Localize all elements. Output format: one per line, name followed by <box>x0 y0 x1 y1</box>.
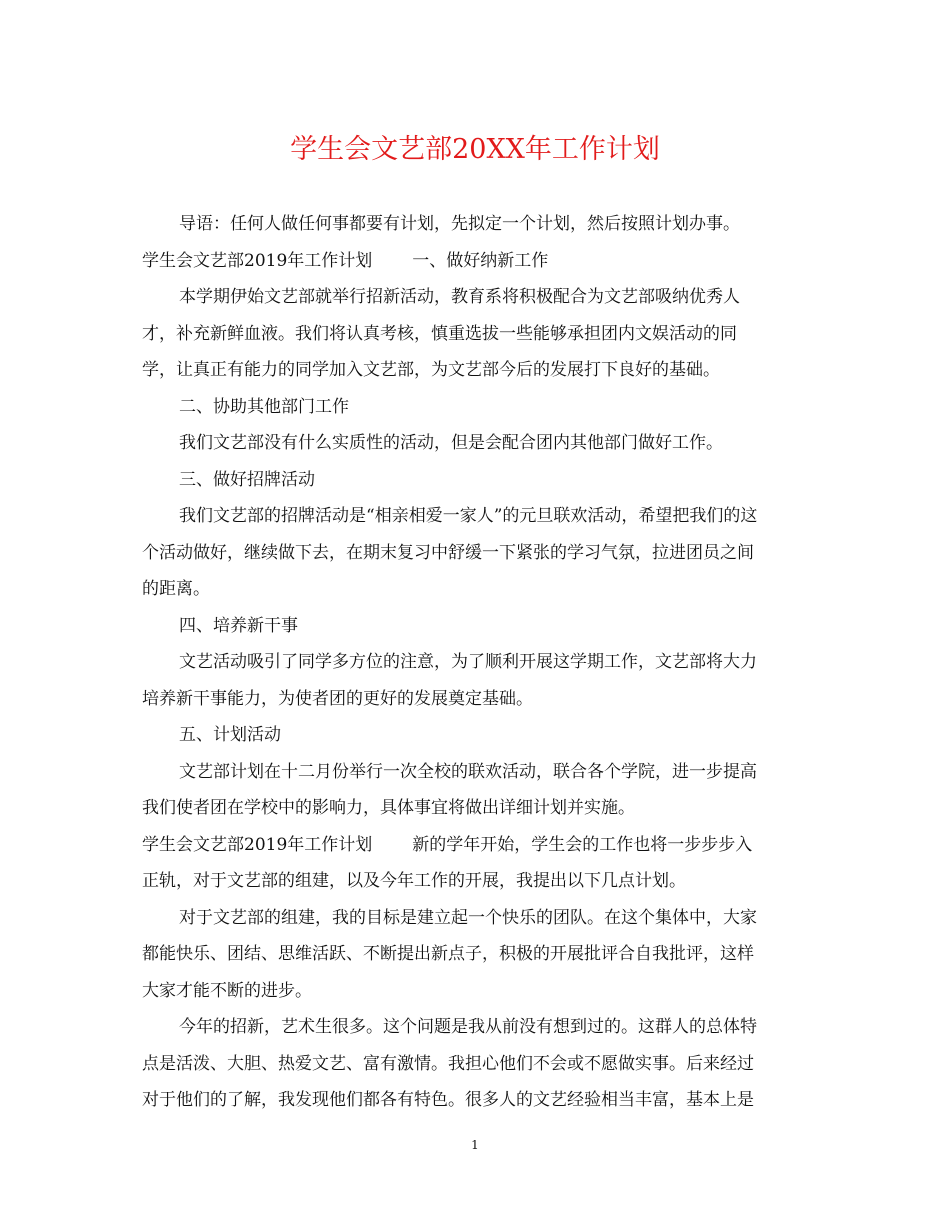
section-heading: 五、计划活动 <box>179 725 281 745</box>
paragraph-line: 培养新干事能力，为使者团的更好的发展奠定基础。 <box>142 688 533 709</box>
section-heading-inline: 一、做好纳新工作 <box>412 250 549 271</box>
paragraph-line: 对于他们的了解，我发现他们都各有特色。很多人的文艺经验相当丰富，基本上是 <box>142 1090 754 1110</box>
paragraph-line <box>142 243 810 280</box>
section-heading: 二、协助其他部门工作 <box>179 396 349 417</box>
paragraph-line: 学，让真正有能力的同学加入文艺部，为文艺部今后的发展打下良好的基础。 <box>142 360 720 380</box>
paragraph-line: 我们使者团在学校中的影响力，具体事宜将做出详细计划并实施。 <box>142 798 635 818</box>
paragraph-line: 个活动做好，继续做下去，在期末复习中舒缓一下紧张的学习气氛，拉进团员之间 <box>142 542 754 563</box>
paragraph-line <box>142 827 810 864</box>
plan-title-inline: 学生会文艺部2019年工作计划 <box>142 250 373 271</box>
paragraph-line: 我们文艺部没有什么实质性的活动，但是会配合团内其他部门做好工作。 <box>179 433 723 453</box>
paragraph-line: 导语：任何人做任何事都要有计划，先拟定一个计划，然后按照计划办事。 <box>179 214 740 234</box>
paragraph-line: 今年的招新，艺术生很多。这个问题是我从前没有想到过的。这群人的总体特 <box>179 1017 757 1037</box>
paragraph-line: 都能快乐、团结、思维活跃、不断提出新点子，积极的开展批评合自我批评，这样 <box>142 944 754 964</box>
page-number: 1 <box>471 1138 479 1152</box>
paragraph-line: 文艺部计划在十二月份举行一次全校的联欢活动，联合各个学院，进一步提高 <box>179 761 757 782</box>
paragraph-inline: 新的学年开始，学生会的工作也将一步步步入 <box>412 834 753 855</box>
section-heading: 四、培养新干事 <box>179 615 298 636</box>
document-body <box>142 206 810 1119</box>
paragraph-line: 大家才能不断的进步。 <box>142 980 312 1001</box>
paragraph-line: 本学期伊始文艺部就举行招新活动，教育系将积极配合为文艺部吸纳优秀人 <box>179 287 740 307</box>
paragraph-line: 点是活泼、大胆、热爱文艺、富有激情。我担心他们不会或不愿做实事。后来经过 <box>142 1053 754 1074</box>
paragraph-line: 我们文艺部的招牌活动是“相亲相爱一家人”的元旦联欢活动，希望把我们的这 <box>179 506 758 526</box>
paragraph-line: 正轨，对于文艺部的组建，以及今年工作的开展，我提出以下几点计划。 <box>142 871 686 891</box>
paragraph-line: 对于文艺部的组建，我的目标是建立起一个快乐的团队。在这个集体中，大家 <box>179 907 757 928</box>
paragraph-line: 文艺活动吸引了同学多方位的注意，为了顺利开展这学期工作，文艺部将大力 <box>179 652 757 672</box>
document-title: 学生会文艺部20XX年工作计划 <box>290 134 660 165</box>
paragraph-line: 的距离。 <box>142 579 210 599</box>
section-heading: 三、做好招牌活动 <box>179 469 315 490</box>
plan-title-inline: 学生会文艺部2019年工作计划 <box>142 834 373 855</box>
paragraph-line: 才，补充新鲜血液。我们将认真考核，慎重选拔一些能够承担团内文娱活动的同 <box>142 323 737 344</box>
